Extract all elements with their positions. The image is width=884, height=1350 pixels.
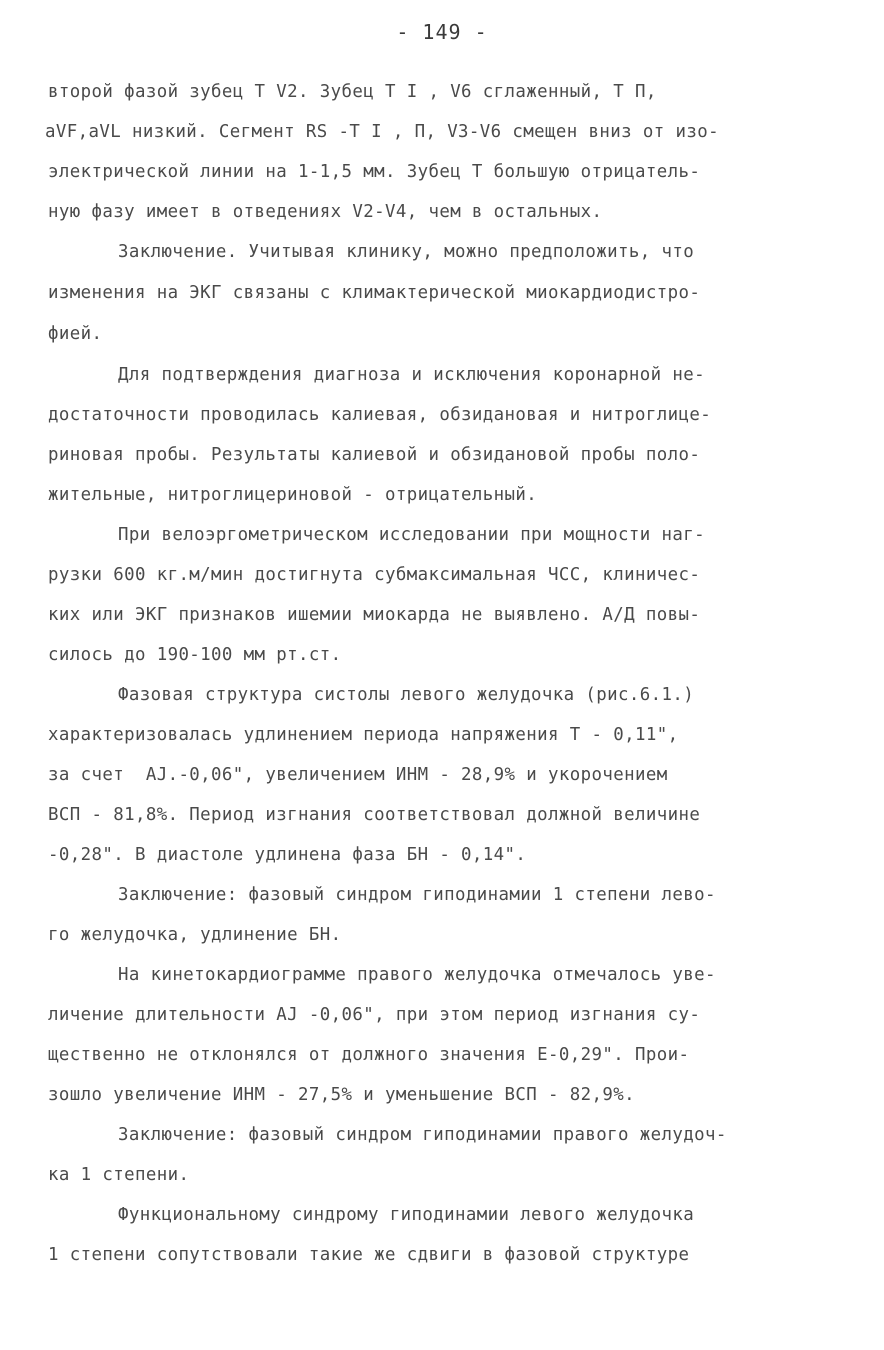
- text-line: Заключение: фазовый синдром гиподинамии 1 степени лево-: [118, 885, 716, 905]
- text-line: При велоэргометрическом исследовании при мощности наг-: [118, 525, 705, 545]
- text-line: ВСП - 81,8%. Период изгнания соответствовал должной величине: [48, 805, 701, 825]
- text-line: ка 1 степени.: [48, 1165, 190, 1185]
- text-line: риновая пробы. Результаты калиевой и обзидановой пробы поло-: [48, 445, 701, 465]
- text-line: силось до 190-100 мм рт.ст.: [48, 645, 342, 665]
- page-number: - 149 -: [396, 20, 488, 44]
- text-line: зошло увеличение ИНМ - 27,5% и уменьшение ВСП - 82,9%.: [48, 1085, 635, 1105]
- text-line: за счет AJ.-0,06", увеличением ИНМ - 28,9% и укорочением: [48, 765, 668, 785]
- text-line: 1 степени сопутствовали такие же сдвиги в фазовой структуре: [48, 1245, 690, 1265]
- text-line: Функциональному синдрому гиподинамии левого желудочка: [118, 1205, 695, 1225]
- text-line: -0,28". В диастоле удлинена фаза БН - 0,14".: [48, 845, 527, 865]
- text-line: Для подтверждения диагноза и исключения коронарной не-: [118, 365, 705, 385]
- text-line: электрической линии на 1-1,5 мм. Зубец Т большую отрицатель-: [48, 162, 701, 182]
- text-line: aVF,aVL низкий. Сегмент RS -Т I , П, V3-V6 смещен вниз от изо-: [45, 122, 719, 142]
- text-line: второй фазой зубец Т V2. Зубец Т I , V6 сглаженный, Т П,: [48, 82, 657, 102]
- text-line: Заключение. Учитывая клинику, можно предположить, что: [118, 242, 695, 262]
- text-line: щественно не отклонялся от должного значения E-0,29". Прои-: [48, 1045, 690, 1065]
- text-line: достаточности проводилась калиевая, обзидановая и нитроглице-: [48, 405, 712, 425]
- text-line: ких или ЭКГ признаков ишемии миокарда не выявлено. А/Д повы-: [48, 605, 701, 625]
- text-line: Заключение: фазовый синдром гиподинамии правого желудоч-: [118, 1125, 727, 1145]
- text-line: На кинетокардиограмме правого желудочка отмечалось уве-: [118, 965, 716, 985]
- text-line: характеризовалась удлинением периода напряжения Т - 0,11",: [48, 725, 679, 745]
- text-line: го желудочка, удлинение БН.: [48, 925, 342, 945]
- text-line: жительные, нитроглицериновой - отрицательный.: [48, 485, 538, 505]
- text-line: личение длительности AJ -0,06", при этом период изгнания су-: [48, 1005, 701, 1025]
- text-line: рузки 600 кг.м/мин достигнута субмаксимальная ЧСС, клиничес-: [48, 565, 701, 585]
- text-line: фией.: [48, 324, 103, 344]
- text-line: изменения на ЭКГ связаны с климактерической миокардиодистро-: [48, 283, 701, 303]
- text-line: ную фазу имеет в отведениях V2-V4, чем в остальных.: [48, 202, 603, 222]
- text-line: Фазовая структура систолы левого желудочка (рис.6.1.): [118, 685, 695, 705]
